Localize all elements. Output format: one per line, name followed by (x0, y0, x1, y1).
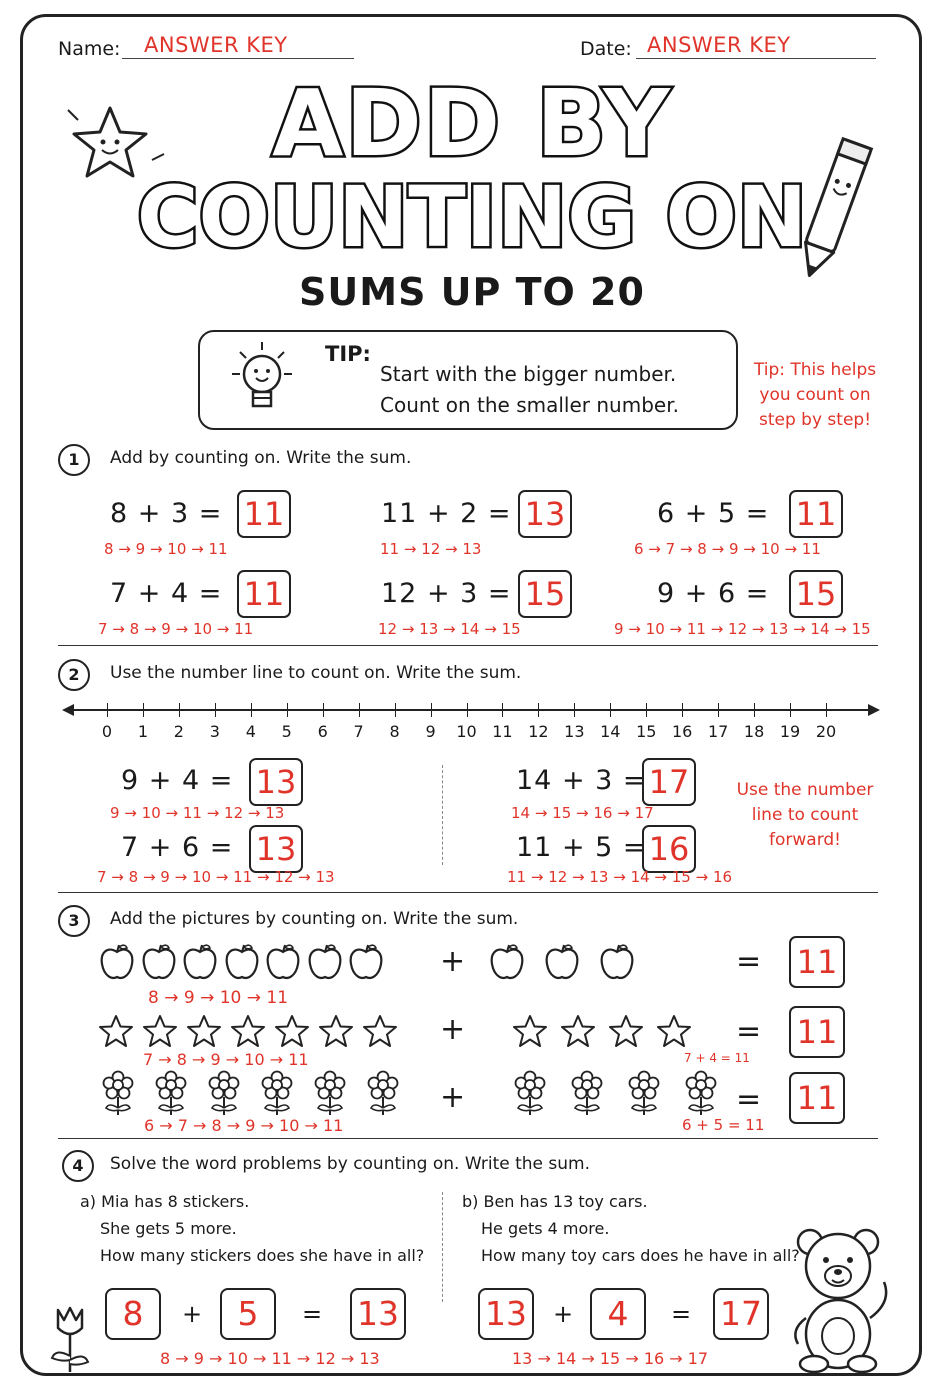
problem-expression: 9 + 4 = (121, 765, 234, 796)
answer-box[interactable]: 11 (237, 570, 291, 618)
answer-box[interactable]: 15 (518, 570, 572, 618)
apple-icon (98, 942, 136, 988)
apple-icon (488, 942, 526, 988)
answer-box[interactable]: 11 (789, 490, 843, 538)
side-note-line: line to count (751, 805, 859, 825)
answer-box[interactable]: 15 (789, 570, 843, 618)
plus-sign: + (440, 944, 466, 979)
side-note-line: forward! (769, 830, 841, 850)
addend-box[interactable]: 13 (478, 1288, 534, 1340)
number-line-tick (395, 703, 396, 717)
flower-icon (207, 1070, 241, 1122)
number-line-label: 12 (528, 722, 549, 741)
apple-icon (543, 942, 581, 988)
number-line-side-note (734, 778, 876, 853)
number-line-label: 0 (101, 722, 113, 741)
apple-icon (598, 942, 636, 988)
number-line-tick (682, 703, 683, 717)
side-equation: 7 + 4 = 11 (684, 1051, 750, 1065)
number-line-label: 14 (600, 722, 621, 741)
flower-icon (513, 1070, 547, 1122)
problem-expression: 7 + 6 = (121, 832, 234, 863)
number-line-label: 7 (353, 722, 364, 741)
equals-sign: = (736, 1082, 762, 1117)
star-icon (318, 1014, 354, 1054)
number-line-tick (610, 703, 611, 717)
date-value[interactable]: ANSWER KEY (647, 33, 791, 57)
number-line-label: 15 (636, 722, 657, 741)
answer-box[interactable]: 13 (518, 490, 572, 538)
number-line-tick (287, 703, 288, 717)
side-equation: 6 + 5 = 11 (682, 1116, 765, 1134)
section-1-instruction: Add by counting on. Write the sum. (110, 448, 412, 468)
number-line-arrows (62, 702, 882, 720)
problem-expression: 6 + 5 = (657, 498, 770, 529)
answer-box[interactable]: 13 (350, 1288, 406, 1340)
word-problem-b-line: How many toy cars does he have in all? (481, 1246, 800, 1265)
waving-bear-icon (780, 1218, 900, 1374)
date-label: Date: (580, 38, 632, 60)
flower-icon (154, 1070, 188, 1122)
word-problem-b-line: b) Ben has 13 toy cars. (462, 1192, 648, 1211)
number-line-tick (251, 703, 252, 717)
count-chain: 13 → 14 → 15 → 16 → 17 (512, 1349, 709, 1368)
number-line-label: 11 (492, 722, 513, 741)
star-icon (560, 1014, 596, 1054)
flower-icon (260, 1070, 294, 1122)
count-chain: 8 → 9 → 10 → 11 → 12 → 13 (160, 1349, 380, 1368)
number-line-label: 8 (389, 722, 400, 741)
number-line-tick (323, 703, 324, 717)
title-line-1: ADD BY (272, 70, 672, 177)
flower-icon (101, 1070, 135, 1122)
section-1-number: 1 (58, 444, 90, 476)
number-line-label: 3 (209, 722, 220, 741)
number-line-tick (502, 703, 503, 717)
section-2-instruction: Use the number line to count on. Write the sum. (110, 663, 522, 683)
word-problem-a-line: How many stickers does she have in all? (100, 1246, 425, 1265)
flower-icon (366, 1070, 400, 1122)
title-line-2: COUNTING ON (136, 168, 808, 266)
apple-icon (347, 942, 385, 988)
equals-sign: = (736, 944, 762, 979)
side-note-line: Tip: This helps (753, 360, 877, 380)
section-divider (58, 892, 878, 893)
star-icon (274, 1014, 310, 1054)
section-2-number: 2 (58, 659, 90, 691)
count-chain: 6 → 7 → 8 → 9 → 10 → 11 (634, 540, 821, 558)
name-label: Name: (58, 38, 121, 60)
plus-sign: + (182, 1300, 203, 1328)
count-chain: 7 → 8 → 9 → 10 → 11 (143, 1050, 309, 1069)
star-icon (656, 1014, 692, 1054)
star-icon (362, 1014, 398, 1054)
number-line-label: 17 (707, 722, 729, 741)
number-line-label: 13 (564, 722, 585, 741)
star-icon (186, 1014, 222, 1054)
answer-box[interactable]: 13 (249, 758, 303, 806)
addend-box[interactable]: 5 (220, 1288, 276, 1340)
section-divider (58, 1138, 878, 1139)
flower-icon (570, 1070, 604, 1122)
number-line-tick (538, 703, 539, 717)
count-chain: 9 → 10 → 11 → 12 → 13 (110, 804, 285, 822)
column-divider (442, 765, 443, 865)
star-icon (608, 1014, 644, 1054)
number-line-tick (718, 703, 719, 717)
count-chain: 6 → 7 → 8 → 9 → 10 → 11 (144, 1116, 344, 1135)
number-line-label: 9 (425, 722, 436, 741)
number-line-tick (790, 703, 791, 717)
number-line-label: 19 (779, 722, 801, 741)
flower-icon (313, 1070, 347, 1122)
problem-expression: 11 + 2 = (381, 498, 512, 529)
number-line-tick (574, 703, 575, 717)
answer-box[interactable]: 11 (237, 490, 291, 538)
lightbulb-icon (222, 338, 302, 424)
number-line-label: 1 (137, 722, 149, 741)
word-problem-b-line: He gets 4 more. (481, 1219, 610, 1238)
star-icon (230, 1014, 266, 1054)
answer-box[interactable]: 11 (789, 1072, 845, 1124)
flower-icon (627, 1070, 661, 1122)
number-line-tick (467, 703, 468, 717)
count-chain: 9 → 10 → 11 → 12 → 13 → 14 → 15 (614, 620, 871, 638)
tip-line-1: Start with the bigger number. (380, 362, 677, 386)
equals-sign: = (302, 1300, 323, 1328)
word-problem-a-line: a) Mia has 8 stickers. (80, 1192, 250, 1211)
number-line-label: 2 (173, 722, 184, 741)
number-line-label: 5 (281, 722, 292, 741)
number-line-label: 18 (743, 722, 765, 741)
answer-box[interactable]: 11 (789, 1006, 845, 1058)
section-3-number: 3 (58, 905, 90, 937)
answer-box[interactable]: 17 (713, 1288, 769, 1340)
star-icon (98, 1014, 134, 1054)
name-underline (122, 58, 354, 59)
problem-expression: 14 + 3 = (516, 765, 647, 796)
apple-icon (306, 942, 344, 988)
count-chain: 7 → 8 → 9 → 10 → 11 → 12 → 13 (97, 868, 335, 886)
side-note-line: step by step! (758, 410, 872, 430)
answer-box[interactable]: 16 (642, 825, 696, 873)
equals-sign: = (736, 1014, 762, 1049)
section-3-instruction: Add the pictures by counting on. Write the sum. (110, 909, 519, 929)
side-note-line: you count on (759, 385, 871, 405)
tulip-icon (40, 1300, 100, 1376)
count-chain: 8 → 9 → 10 → 11 (148, 988, 289, 1008)
count-chain: 11 → 12 → 13 → 14 → 15 → 16 (507, 868, 733, 886)
apple-icon (140, 942, 178, 988)
count-chain: 12 → 13 → 14 → 15 (378, 620, 521, 638)
number-line-label: 20 (815, 722, 837, 741)
count-chain: 7 → 8 → 9 → 10 → 11 (98, 620, 254, 638)
apple-icon (181, 942, 219, 988)
apple-icon (223, 942, 261, 988)
answer-box[interactable]: 13 (249, 825, 303, 873)
column-divider (442, 1192, 443, 1302)
section-divider (58, 645, 878, 646)
number-line-tick (179, 703, 180, 717)
side-note-line: Use the number (736, 780, 874, 800)
addend-box[interactable]: 4 (590, 1288, 646, 1340)
number-line-tick (431, 703, 432, 717)
number-line-tick (754, 703, 755, 717)
count-chain: 8 → 9 → 10 → 11 (104, 540, 228, 558)
word-problem-a-line: She gets 5 more. (100, 1219, 237, 1238)
problem-expression: 11 + 5 = (516, 832, 647, 863)
date-underline (636, 58, 876, 59)
star-icon (142, 1014, 178, 1054)
addend-box[interactable]: 8 (105, 1288, 161, 1340)
problem-expression: 8 + 3 = (110, 498, 223, 529)
star-icon (512, 1014, 548, 1054)
apple-icon (264, 942, 302, 988)
tip-heading: TIP: (325, 342, 371, 366)
plus-sign: + (440, 1080, 466, 1115)
number-line-tick (107, 703, 108, 717)
number-line-tick (359, 703, 360, 717)
answer-box[interactable]: 17 (642, 758, 696, 806)
number-line-label: 16 (672, 722, 693, 741)
section-4-instruction: Solve the word problems by counting on. Write the sum. (110, 1154, 591, 1174)
number-line-label: 6 (317, 722, 328, 741)
tip-line-2: Count on the smaller number. (380, 393, 679, 417)
number-line-tick (215, 703, 216, 717)
problem-expression: 7 + 4 = (110, 578, 223, 609)
section-4-number: 4 (62, 1150, 94, 1182)
count-chain: 11 → 12 → 13 (380, 540, 482, 558)
plus-sign: + (440, 1012, 466, 1047)
tip-side-note (748, 358, 882, 433)
plus-sign: + (553, 1300, 574, 1328)
problem-expression: 12 + 3 = (381, 578, 512, 609)
answer-box[interactable]: 11 (789, 936, 845, 988)
count-chain: 14 → 15 → 16 → 17 (511, 804, 654, 822)
subtitle: SUMS UP TO 20 (299, 270, 645, 314)
problem-expression: 9 + 6 = (657, 578, 770, 609)
equals-sign: = (671, 1300, 692, 1328)
number-line-tick (646, 703, 647, 717)
name-value[interactable]: ANSWER KEY (144, 33, 288, 57)
flower-icon (684, 1070, 718, 1122)
number-line-tick (143, 703, 144, 717)
number-line-tick (826, 703, 827, 717)
number-line-label: 4 (245, 722, 256, 741)
number-line-label: 10 (456, 722, 477, 741)
